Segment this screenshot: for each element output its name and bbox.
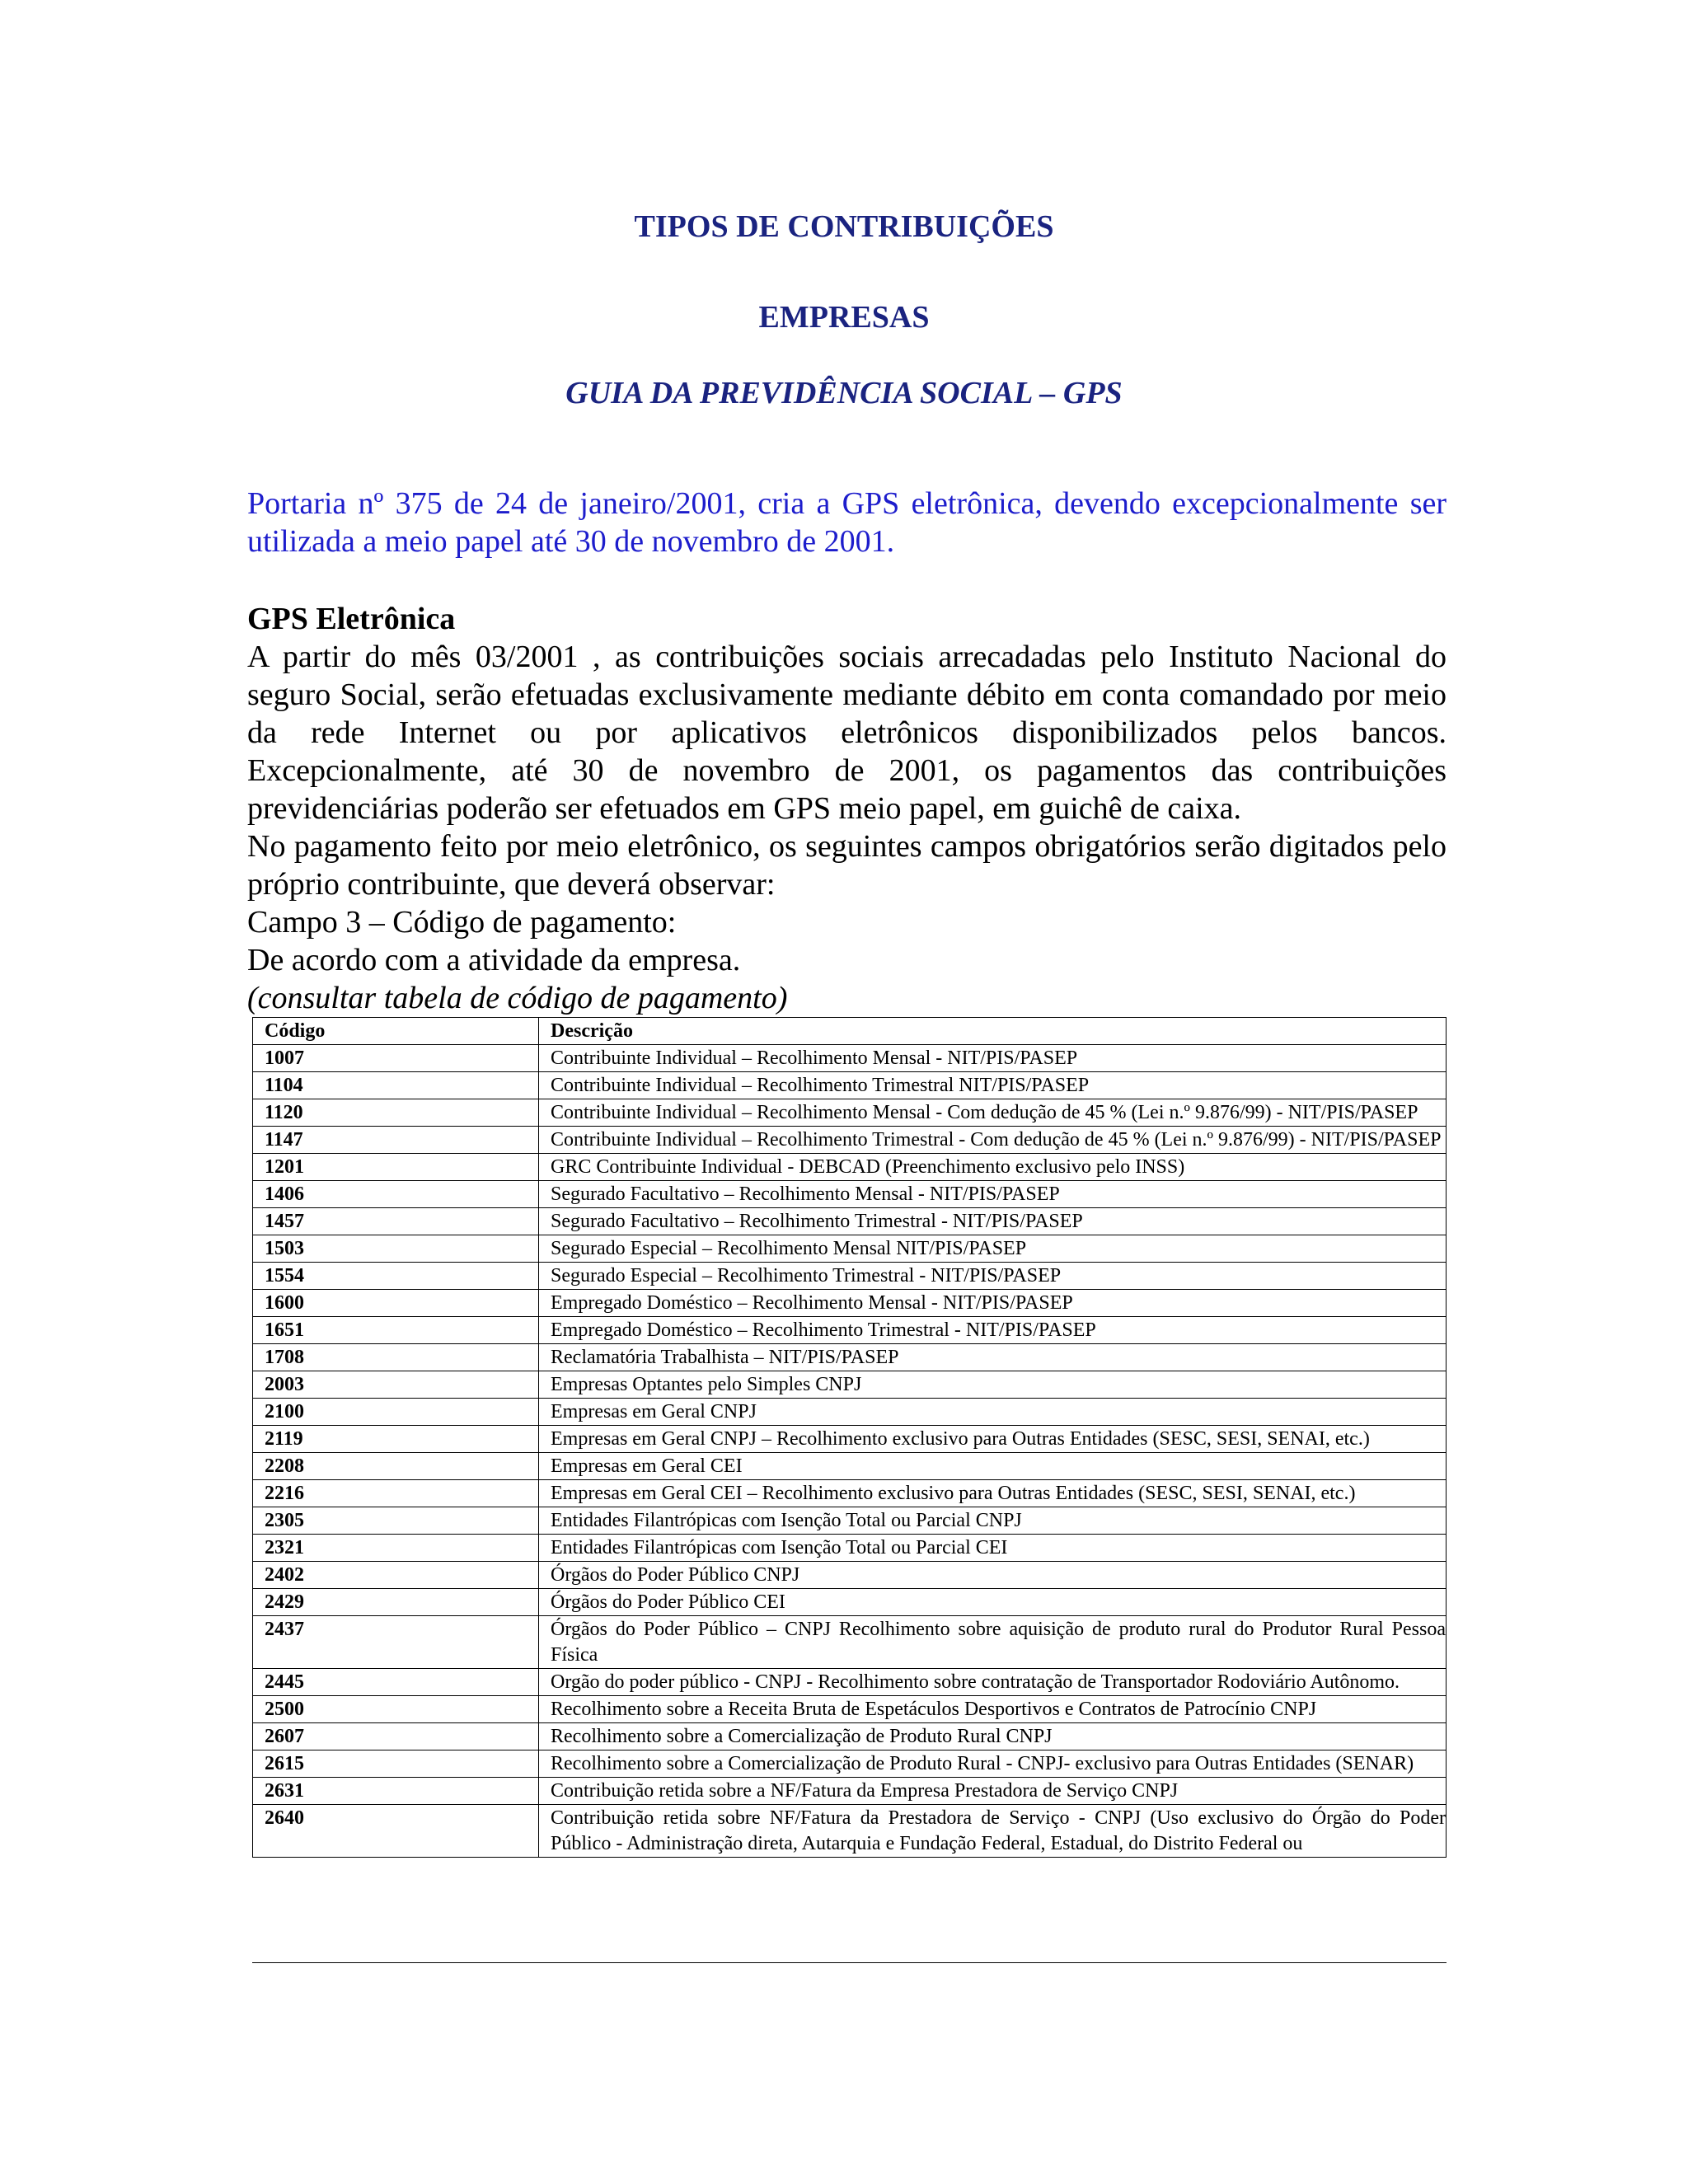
page-bottom-margin [0,1964,1688,2184]
row-description: Entidades Filantrópicas com Isenção Total ou Parcial CNPJ [539,1507,1447,1535]
table-row [253,1589,1447,1616]
row-description: Segurado Especial – Recolhimento Trimestral - NIT/PIS/PASEP [539,1263,1447,1290]
table-row [253,1154,1447,1181]
table-row [253,1045,1447,1072]
row-code: 2607 [253,1723,539,1750]
table-row [253,1426,1447,1453]
table-row [253,1399,1447,1426]
row-code: 1651 [253,1317,539,1344]
table-row [253,1290,1447,1317]
row-code: 2305 [253,1507,539,1535]
row-code: 2003 [253,1371,539,1399]
table-row [253,1507,1447,1535]
row-description: Recolhimento sobre a Comercialização de Produto Rural CNPJ [539,1723,1447,1750]
section-paragraph-2: No pagamento feito por meio eletrônico, os seguintes campos obrigatórios serão digitados pelo próprio contribuinte, que deverá observar: [247,829,1447,902]
row-description: Órgãos do Poder Público CEI [539,1589,1447,1616]
row-code: 1104 [253,1072,539,1099]
row-code: 1201 [253,1154,539,1181]
table-row [253,1453,1447,1480]
table-row [253,1127,1447,1154]
row-description: Empresas em Geral CEI – Recolhimento exclusivo para Outras Entidades (SESC, SESI, SENAI, etc.) [539,1480,1447,1507]
row-description: Recolhimento sobre a Comercialização de Produto Rural - CNPJ- exclusivo para Outras Entidades (SENAR) [539,1750,1447,1778]
table-row [253,1181,1447,1208]
section-title: GPS Eletrônica [247,602,456,636]
row-code: 1457 [253,1208,539,1235]
header-description: Descrição [539,1018,1447,1045]
table-row [253,1317,1447,1344]
row-description: Contribuição retida sobre a NF/Fatura da Empresa Prestadora de Serviço CNPJ [539,1778,1447,1805]
row-description: Empresas em Geral CNPJ – Recolhimento exclusivo para Outras Entidades (SESC, SESI, SENAI, etc.) [539,1426,1447,1453]
row-description: Reclamatória Trabalhista – NIT/PIS/PASEP [539,1344,1447,1371]
row-code: 1600 [253,1290,539,1317]
table-header-row [253,1018,1447,1045]
table-row [253,1072,1447,1099]
row-code: 1147 [253,1127,539,1154]
row-code: 2321 [253,1535,539,1562]
row-code: 1007 [253,1045,539,1072]
table-row [253,1616,1447,1669]
intro-paragraph [247,485,1447,560]
row-description: Contribuinte Individual – Recolhimento Trimestral - Com dedução de 45 % (Lei n.º 9.876/99) - NIT/PIS/PASEP [539,1127,1447,1154]
table-row [253,1696,1447,1723]
row-code: 1406 [253,1181,539,1208]
table-bottom-border [252,1962,1447,1963]
row-code: 2208 [253,1453,539,1480]
page-subtitle: EMPRESAS [758,300,930,335]
row-description: Segurado Especial – Recolhimento Mensal NIT/PIS/PASEP [539,1235,1447,1263]
table-row [253,1750,1447,1778]
intro-text: Portaria nº 375 de 24 de janeiro/2001, cria a GPS eletrônica, devendo excepcionalmente ser utilizada a meio papel até 30 de novembro de 2001. [247,486,1447,559]
row-description: Empresas em Geral CEI [539,1453,1447,1480]
table-row [253,1535,1447,1562]
row-code: 2615 [253,1750,539,1778]
row-code: 2500 [253,1696,539,1723]
row-code: 2437 [253,1616,539,1669]
table-row [253,1805,1447,1858]
table-row [253,1562,1447,1589]
row-code: 2640 [253,1805,539,1858]
section-paragraph-1: A partir do mês 03/2001 , as contribuições sociais arrecadadas pelo Instituto Nacional do seguro Social, serão efetuadas exclusivamente mediante débito em conta comandado por meio da rede Internet ou por aplicativos eletrônicos disponibilizados pelos bancos. Excepcionalmente, até 30 de novembro de 2001, os pagamentos das contribuições previdenciárias poderão ser efetuados em GPS meio papel, em guichê de caixa. [247,640,1447,826]
section-paragraph-5: (consultar tabela de código de pagamento) [247,981,788,1015]
row-code: 2100 [253,1399,539,1426]
main-section [247,600,1447,1017]
row-code: 2119 [253,1426,539,1453]
table-row [253,1778,1447,1805]
row-description: Segurado Facultativo – Recolhimento Mensal - NIT/PIS/PASEP [539,1181,1447,1208]
payment-code-table [252,1017,1447,1858]
row-description: Empregado Doméstico – Recolhimento Trimestral - NIT/PIS/PASEP [539,1317,1447,1344]
row-description: Contribuição retida sobre NF/Fatura da Prestadora de Serviço - CNPJ (Uso exclusivo do Órgão do Poder Público - Administração direta, Autarquia e Fundação Federal, Estadual, do Distrito Federal ou [539,1805,1447,1858]
row-code: 2429 [253,1589,539,1616]
table-row [253,1371,1447,1399]
guide-title: GUIA DA PREVIDÊNCIA SOCIAL – GPS [565,376,1123,410]
table-row [253,1263,1447,1290]
row-description: Empregado Doméstico – Recolhimento Mensal - NIT/PIS/PASEP [539,1290,1447,1317]
row-description: GRC Contribuinte Individual - DEBCAD (Preenchimento exclusivo pelo INSS) [539,1154,1447,1181]
section-paragraph-4: De acordo com a atividade da empresa. [247,943,741,977]
row-description: Órgãos do Poder Público CNPJ [539,1562,1447,1589]
row-description: Contribuinte Individual – Recolhimento Trimestral NIT/PIS/PASEP [539,1072,1447,1099]
row-code: 2402 [253,1562,539,1589]
row-code: 1503 [253,1235,539,1263]
table-row [253,1723,1447,1750]
table-row [253,1344,1447,1371]
row-description: Empresas em Geral CNPJ [539,1399,1447,1426]
row-description: Órgãos do Poder Público – CNPJ Recolhimento sobre aquisição de produto rural do Produtor Rural Pessoa Física [539,1616,1447,1669]
row-description: Segurado Facultativo – Recolhimento Trimestral - NIT/PIS/PASEP [539,1208,1447,1235]
page-title: TIPOS DE CONTRIBUIÇÕES [634,209,1054,244]
row-description: Entidades Filantrópicas com Isenção Total ou Parcial CEI [539,1535,1447,1562]
table-row [253,1669,1447,1696]
row-description: Contribuinte Individual – Recolhimento Mensal - NIT/PIS/PASEP [539,1045,1447,1072]
row-code: 2216 [253,1480,539,1507]
table-row [253,1208,1447,1235]
row-code: 2631 [253,1778,539,1805]
section-paragraph-3: Campo 3 – Código de pagamento: [247,905,677,940]
row-description: Empresas Optantes pelo Simples CNPJ [539,1371,1447,1399]
table-row [253,1099,1447,1127]
row-code: 1708 [253,1344,539,1371]
table-row [253,1235,1447,1263]
row-code: 1120 [253,1099,539,1127]
row-description: Contribuinte Individual – Recolhimento Mensal - Com dedução de 45 % (Lei n.º 9.876/99) - NIT/PIS/PASEP [539,1099,1447,1127]
table-row [253,1480,1447,1507]
row-description: Recolhimento sobre a Receita Bruta de Espetáculos Desportivos e Contratos de Patrocínio CNPJ [539,1696,1447,1723]
row-description: Orgão do poder público - CNPJ - Recolhimento sobre contratação de Transportador Rodoviário Autônomo. [539,1669,1447,1696]
row-code: 1554 [253,1263,539,1290]
header-code: Código [253,1018,539,1045]
row-code: 2445 [253,1669,539,1696]
